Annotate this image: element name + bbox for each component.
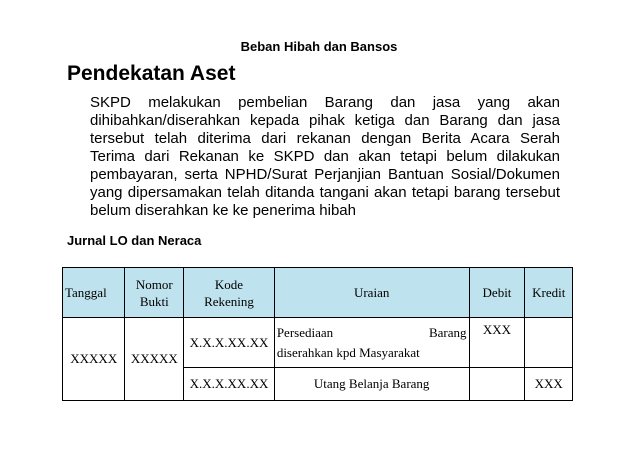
paragraph-line: SKPD melakukan pembelian Barang dan jasa yang akan [90, 94, 560, 111]
cell-uraian-line1: Persediaan Barang [276, 324, 467, 340]
table-header-row [63, 268, 573, 318]
cell-debit [469, 368, 525, 401]
cell-kredit [525, 318, 573, 368]
paragraph-line: tersebut telah diterima dari rekanan dengan Berita Acara Serah [90, 130, 560, 147]
header-kode-rekening-line2: Rekening [204, 293, 254, 309]
paragraph-line: belum diserahkan ke ke penerima hibah [90, 202, 356, 219]
cell-debit: XXX [469, 318, 525, 368]
cell-uraian [274, 318, 469, 368]
journal-table [62, 267, 573, 401]
header-nomor-bukti-line2: Bukti [139, 293, 169, 309]
header-kredit: Kredit [525, 268, 573, 318]
cell-uraian: Utang Belanja Barang [274, 368, 469, 401]
paragraph-line: pembayaran, serta NPHD/Surat Perjanjian Bantuan Sosial/Dokumen [90, 166, 560, 183]
header-kode-rekening [184, 268, 275, 318]
page-heading: Beban Hibah dan Bansos [240, 39, 398, 54]
paragraph-line: Terima dari Rekanan ke SKPD dan akan tetapi belum dilakukan [90, 148, 560, 165]
cell-kredit: XXX [525, 368, 573, 401]
table-row [63, 318, 573, 368]
header-debit: Debit [469, 268, 525, 318]
cell-kode-rekening: X.X.X.XX.XX [184, 368, 275, 401]
section-title: Pendekatan Aset [67, 62, 236, 85]
paragraph-line: yang dipersamakan telah ditanda tangani akan tetapi barang tersebut [90, 184, 560, 201]
cell-uraian-line2: diserahkan kpd Masyarakat [276, 344, 420, 360]
journal-subheading: Jurnal LO dan Neraca [67, 233, 202, 248]
header-kode-rekening-line1: Kode [214, 276, 244, 292]
description-paragraph [90, 94, 560, 220]
cell-kode-rekening: X.X.X.XX.XX [184, 318, 275, 368]
header-uraian: Uraian [274, 268, 469, 318]
header-tanggal: Tanggal [63, 268, 125, 318]
cell-tanggal: XXXXX [63, 318, 125, 401]
cell-nomor-bukti: XXXXX [125, 318, 184, 401]
paragraph-line: dihibahkan/diserahkan kepada pihak ketiga dan Barang dan jasa [90, 112, 560, 129]
header-nomor-bukti [125, 268, 184, 318]
header-nomor-bukti-line1: Nomor [135, 276, 173, 292]
